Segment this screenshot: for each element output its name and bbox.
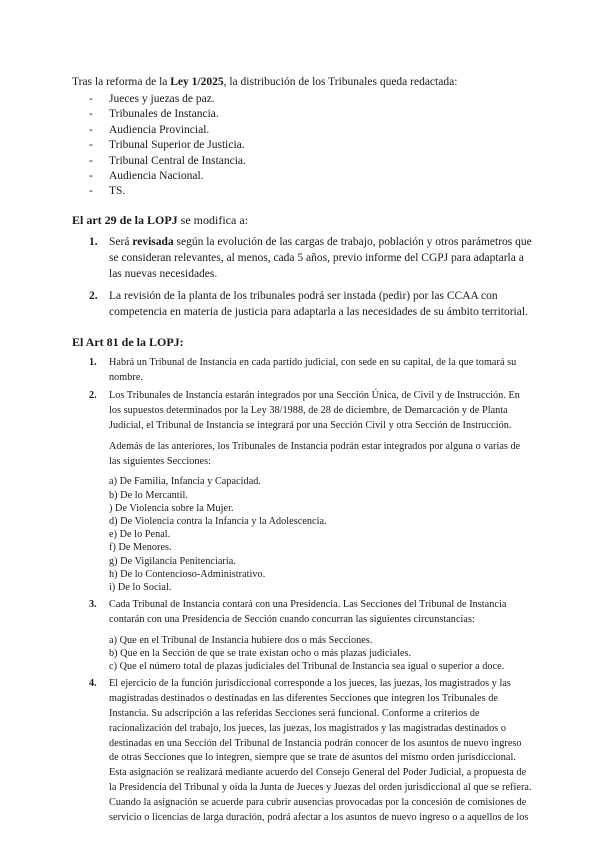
list-item: - Tribunales de Instancia. (89, 108, 219, 121)
list-item: d) De Violencia contra la Infancia y la Adolescencia. (109, 516, 327, 528)
tribunales-list (72, 92, 532, 200)
list-item: - Tribunal Central de Instancia. (89, 154, 246, 167)
intro-paragraph (72, 74, 532, 90)
list-item: 2. La revisión de la planta de los tribunales podrá ser instada (pedir) por las CCAA con competencia en materia de justicia para adaptarla a las necesidades de su ámbito territorial. (89, 289, 528, 318)
paragraph: Los Tribunales de Instancia estarán integrados por una Sección Única, de Civil y de Instrucción. En los supuestos determinados por la Ley 38/1988, de 28 de diciembre, de Demarcación y de Planta Judicial, el Tribunal de Instancia se integrará por una Sección Civil y otra Sección de Instrucción. (109, 390, 520, 432)
list-item: 2. Los Tribunales de Instancia estarán integrados por una Sección Única, de Civil y de Instrucción. En los supuestos determinados por la Ley 38/1988, de 28 de diciembre, de Demarcación y de Planta Judicial, el Tribunal de Instancia se integrará por una Sección Civil y otra Sección de Instrucción. Además de las anteriores, los Tribunales de Instancia podrán estar integrados por alguna o varias de las siguientes Secciones: a) De Familia, Infancia y Capacidad. b) De lo Mercantil. ) De Violencia sobre la Mujer. d) De Violencia contra la Infancia y la Adolescencia. e) De lo Penal. f) De Menores. g) De Vigilancia Penitenciaria. h) De lo Contencioso-Administrativo. i) De lo Social. (72, 389, 532, 594)
list-item: b) De lo Mercantil. (109, 489, 189, 501)
ley-reference: Ley 1/2025 (170, 76, 224, 88)
list-item: b) Que en la Sección de que se trate existan ocho o más plazas judiciales. (109, 648, 412, 660)
list-item: h) De lo Contencioso-Administrativo. (109, 568, 266, 580)
list-item: ) De Violencia sobre la Mujer. (109, 502, 234, 514)
list-item: - Tribunal Superior de Justicia. (89, 139, 245, 152)
list-item: 3. Cada Tribunal de Instancia contará con una Presidencia. Las Secciones del Tribunal de Instancia contarán con una Presidencia de Sección cuando concurran las siguientes circunstancias: a) Que en el Tribunal de Instancia hubiere dos o más Secciones. b) Que en la Sección de que se trate existan ocho o más plazas judiciales. c) Que el número total de plazas judiciales del Tribunal de Instancia sea igual o superior a doce. (72, 598, 532, 673)
list-item: 1. Será revisada según la evolución de las cargas de trabajo, población y otros parámetros que se consideran relevantes, al menos, cada 5 años, previo informe del CGPJ para adaptarla a las nuevas necesidades. (89, 235, 532, 280)
list-item: i) De lo Social. (109, 582, 172, 594)
list-item: 4. El ejercicio de la función jurisdiccional corresponde a los jueces, las juezas, los magistrados y las magistradas destinados o destinadas en las diferentes Secciones que integren los Tribunales de Instancia. Su adscripción a las referidas Secciones será funcional. Conforme a criterios de racionalización del trabajo, los jueces, las juezas, los magistrados y las magistradas destinados o destinadas en una Sección del Tribunal de Instancia podrán conocer de los asuntos de nuevo ingreso de otras Secciones que lo integren, siempre que se trate de asuntos del mismo orden jurisdiccional. Esta asignación se realizará mediante acuerdo del Consejo General del Poder Judicial, a propuesta de la Presidencia del Tribunal y oída la Junta de Jueces y Juezas del orden jurisdiccional al que se refiera. Cuando la asignación se acuerde para cubrir ausencias provocadas por la concesión de comisiones de servicio o licencias de larga duración, podrá afectar a los asuntos de nuevo ingreso o a aquellos de los (72, 677, 532, 825)
art81-list (72, 356, 532, 826)
intro-text-end: , la distribución de los Tribunales queda redactada: (223, 76, 458, 88)
art29-list (72, 234, 532, 320)
art29-heading: El art 29 de la LOPJ se modifica a: (72, 212, 248, 227)
secciones-list (109, 475, 532, 594)
document-page (72, 74, 532, 829)
list-item: - Audiencia Provincial. (89, 123, 210, 136)
paragraph: Cada Tribunal de Instancia contará con una Presidencia. Las Secciones del Tribunal de Instancia contarán con una Presidencia de Sección cuando concurran las siguientes circunstancias: (109, 599, 507, 626)
list-item: - Jueces y juezas de paz. (89, 93, 215, 105)
list-item: - TS. (89, 185, 126, 198)
list-item: e) De lo Penal. (109, 529, 171, 541)
list-item: g) De Vigilancia Penitenciaria. (109, 555, 236, 567)
paragraph: El ejercicio de la función jurisdiccional corresponde a los jueces, las juezas, los magistrados y las magistradas destinados o destinadas en las diferentes Secciones que integren los Tribunales de Instancia. Su adscripción a las referidas Secciones será funcional. Conforme a criterios de racionalización del trabajo, los jueces, las juezas, los magistrados y las magistradas destinados o destinadas en una Sección del Tribunal de Instancia podrán conocer de los asuntos de nuevo ingreso de otras Secciones que lo integren, siempre que se trate de asuntos del mismo orden jurisdiccional. Esta asignación se realizará mediante acuerdo del Consejo General del Poder Judicial, a propuesta de la Presidencia del Tribunal y oída la Junta de Jueces y Juezas del orden jurisdiccional al que se refiera. Cuando la asignación se acuerde para cubrir ausencias provocadas por la concesión de comisiones de servicio o licencias de larga duración, podrá afectar a los asuntos de nuevo ingreso o a aquellos de los (109, 678, 532, 823)
art81-heading: El Art 81 de la LOPJ: (72, 334, 184, 349)
list-item: 1. Habrá un Tribunal de Instancia en cada partido judicial, con sede en su capital, de la que tomará su nombre. (89, 356, 517, 383)
paragraph: Además de las anteriores, los Tribunales de Instancia podrán estar integrados por alguna o varias de las siguientes Secciones: (109, 440, 521, 467)
list-item: a) De Familia, Infancia y Capacidad. (109, 476, 262, 488)
list-item: f) De Menores. (109, 542, 172, 554)
list-item: c) Que el número total de plazas judiciales del Tribunal de Instancia sea igual o superior a doce. (109, 661, 505, 673)
list-item: - Audiencia Nacional. (89, 170, 204, 183)
intro-text: Tras la reforma de la (72, 76, 171, 88)
circunstancias-list (109, 634, 532, 674)
list-item: a) Que en el Tribunal de Instancia hubiere dos o más Secciones. (109, 634, 373, 646)
